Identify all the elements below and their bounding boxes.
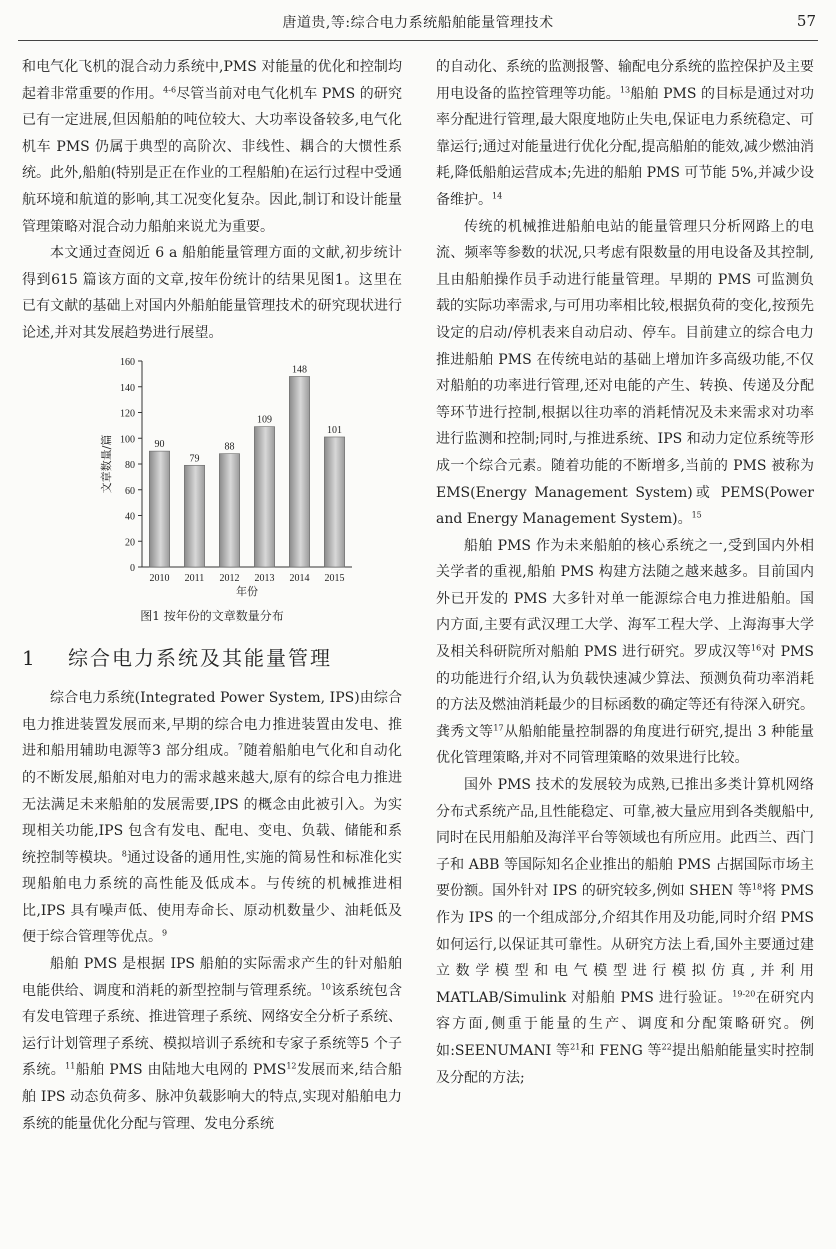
x-tick-label: 2011: [184, 572, 205, 584]
paragraph: 和电气化飞机的混合动力系统中,PMS 对能量的优化和控制均起着非常重要的作用。$^{4-6}$尽管当前对电气化机车 PMS 的研究已有一定进展,但因船舶的吨位较大、大功率设备较多,电气化机车 PMS 仍属于典型的高阶次、非线性、耦合的大惯性系统。此外,船舶(特别是正在作业的工程船舶)在运行过程中受通航环境和航道的影响,其工况变化复杂。因此,制订和设计能量管理策略对混合动力船舶来说尤为重要。: [22, 59, 403, 235]
citation: 4-6: [163, 84, 177, 94]
citation: 8: [121, 849, 127, 859]
running-title: 唐道贵,等:综合电力系统船舶能量管理技术: [282, 15, 554, 31]
citation: 14: [492, 191, 503, 201]
paragraph: 本文通过查阅近 6 a 船舶能量管理方面的文献,初步统计得到615 篇该方面的文章,按年份统计的结果见图1。这里在已有文献的基础上对国内外船舶能量管理技术的研究现状进行论述,并对其发展趋势进行展望。: [22, 245, 402, 341]
y-axis-label: 文章数量/篇: [100, 434, 113, 493]
paragraph: 的自动化、系统的监测报警、输配电分系统的监控保护及主要用电设备的监控管理等功能。$^{13}$船舶 PMS 的目标是通过对功率分配进行管理,最大限度地防止失电,保证电力系统稳定、可靠运行;通过对能量进行优化分配,提高船舶的能效,减少燃油消耗,降低船舶运营成本;先进的船舶 PMS 可节能 5%,并减少设备维护。$^{14}$: [436, 59, 815, 208]
y-tick-label: 0: [130, 562, 135, 574]
x-tick-label: 2013: [254, 572, 275, 584]
citation: 11: [65, 1061, 76, 1071]
citation: 16: [751, 643, 762, 653]
bar-2014: [289, 376, 309, 567]
y-tick-label: 160: [120, 356, 135, 368]
page-number: 57: [796, 12, 816, 30]
paragraph: 传统的机械推进船舶电站的能量管理只分析网路上的电流、频率等参数的状况,只考虑有限数量的用电设备及其控制,且由船舶操作员手动进行能量管理。早期的 PMS 可监测负载的实际功率需求,与可用功率相比较,根据负荷的变化,按预先设定的启动/停机表来自动启动、停车。目前建立的综合电力推进船舶 PMS 在传统电站的基础上增加许多高级功能,不仅对船舶的功率进行管理,还对电能的产生、转换、传递及分配等环节进行控制,根据以往功率的消耗情况及未来需求对功率进行监测和控制;同时,与推进系统、IPS 和动力定位系统等形成一个综合元素。随着功能的不断增多,当前的 PMS 被称为 EMS(Energy Management System)或 PEMS(Power and Energy Management System)。$^{15}$: [436, 218, 814, 528]
data-label: 90: [154, 438, 165, 450]
bar-2015: [324, 436, 344, 566]
data-label: 79: [189, 452, 200, 464]
citation: 17: [493, 723, 504, 733]
x-tick-label: 2015: [324, 572, 345, 584]
data-label: 109: [257, 414, 272, 426]
bar-2011: [184, 465, 204, 567]
y-tick-label: 140: [120, 382, 135, 394]
paragraph: 国外 PMS 技术的发展较为成熟,已推出多类计算机网络分布式系统产品,且性能稳定、可靠,被大量应用到各类舰船中,同时在民用船舶及海洋平台等领域也有所应用。此西兰、西门子和 ABB 等国际知名企业推出的船舶 PMS 占据国际市场主要份额。国外针对 IPS 的研究较多,例如 SHEN 等$^{18}$将 PMS 作为 IPS 的一个组成部分,介绍其作用及功能,同时介绍 PMS 如何运行,以保证其可靠性。从研究方法上看,国外主要通过建立数学模型和电气模型进行模拟仿真,并利用 MATLAB/Simulink 对船舶 PMS 进行验证。$^{19-20}$在研究内容方面,侧重于能量的生产、调度和分配策略研究。例如:SEENUMANI 等$^{21}$和 FENG 等$^{22}$提出船舶能量实时控制及分配的方法;: [436, 777, 815, 1086]
data-label: 148: [292, 363, 307, 375]
paragraph: 综合电力系统(Integrated Power System, IPS)由综合电力推进装置发展而来,早期的综合电力推进装置由发电、推进和船用辅助电源等3 部分组成。$^7$随着船舶电气化和自动化的不断发展,船舶对电力的需求越来越大,原有的综合电力推进无法满足未来船舶的发展需要,IPS 的概念由此被引入。为实现相关功能,IPS 包含有发电、配电、变电、负载、储能和系统控制等模块。$^8$通过设备的通用性,实施的简易性和标准化实现船舶电力系统的高性能及低成本。与传统的机械推进相比,IPS 具有噪声低、使用寿命长、原动机数量少、油耗低及便于综合管理等优点。$^9$: [22, 690, 403, 946]
citation: 13: [619, 84, 631, 94]
bar-2012: [219, 453, 239, 566]
citation: 15: [691, 510, 702, 520]
citation: 18: [751, 882, 763, 892]
section-title: 综合电力系统及其能量管理: [68, 645, 332, 670]
y-tick-label: 100: [120, 433, 135, 445]
bar-chart: [22, 353, 402, 601]
bar-2010: [149, 451, 169, 567]
figure-caption: 图1 按年份的文章数量分布: [140, 608, 284, 623]
citation: 21: [570, 1042, 581, 1052]
data-label: 88: [224, 441, 235, 453]
citation: 19-20: [732, 989, 756, 999]
y-tick-label: 60: [125, 485, 135, 497]
section-number: 1: [22, 645, 37, 670]
bar-2013: [254, 426, 274, 566]
y-tick-label: 80: [125, 459, 135, 471]
citation: 9: [162, 928, 168, 938]
paragraph: 船舶 PMS 作为未来船舶的核心系统之一,受到国内外相关学者的重视,船舶 PMS 构建方法随之越来越多。目前国内外已开发的 PMS 大多针对单一能源综合电力推进船舶。国内方面,主要有武汉理工大学、海军工程大学、上海海事大学及相关科研院所对船舶 PMS 进行研究。罗成汉等$^{16}$对 PMS 的功能进行介绍,认为负载快速减少算法、预测负荷功率消耗的方法及燃油消耗最少的目标函数的确定等还有待深入研究。龚秀文等$^{17}$从船舶能量控制器的角度进行研究,提出 3 种能量优化管理策略,并对不同管理策略的效果进行比较。: [436, 537, 815, 767]
y-tick-label: 120: [120, 408, 135, 420]
citation: 10: [320, 982, 331, 991]
right-column: [436, 54, 814, 1091]
x-tick-label: 2012: [219, 572, 240, 584]
page-header: [18, 0, 818, 41]
figure-1: [22, 353, 402, 623]
y-tick-label: 40: [125, 511, 135, 523]
data-label: 101: [327, 424, 342, 436]
citation: 12: [286, 1061, 297, 1071]
paragraph: 船舶 PMS 是根据 IPS 船舶的实际需求产生的针对船舶电能供给、调度和消耗的新型控制与管理系统。$^{10}$该系统包含有发电管理子系统、推进管理子系统、网络安全分析子系统、运行计划管理子系统、模拟培训子系统和专家子系统等5 个子系统。$^{11}$船舶 PMS 由陆地大电网的 PMS$^{12}$发展而来,结合船舶 IPS 动态负荷多、脉冲负载影响大的特点,实现对船舶电力系统的能量优化分配与管理、发电分系统: [22, 956, 403, 1132]
x-tick-label: 2014: [289, 572, 310, 584]
section-heading: [22, 645, 402, 672]
x-tick-label: 2010: [149, 572, 170, 584]
x-axis-label: 年份: [236, 584, 258, 598]
citation: 7: [238, 742, 244, 752]
y-tick-label: 20: [125, 536, 135, 548]
left-column: [22, 54, 402, 1137]
citation: 22: [661, 1042, 672, 1052]
